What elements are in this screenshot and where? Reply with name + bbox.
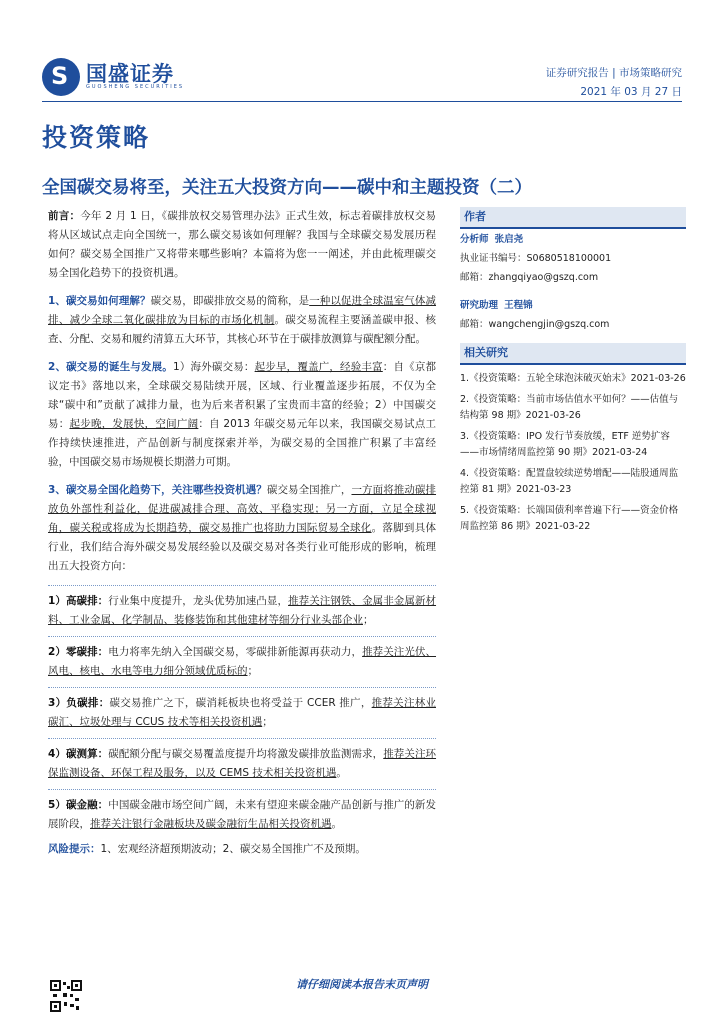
logo-icon: S	[42, 58, 80, 96]
related-item[interactable]: 1.《投资策略：五轮全球泡沫破灭始末》2021-03-26	[460, 373, 686, 384]
analyst-email[interactable]: zhangqiyao@gszq.com	[488, 272, 599, 283]
section-3: 3、碳交易全国化趋势下，关注哪些投资机遇？碳交易全国推广，一方面将推动碳排放负外部性利益化，促进碳减排合理、高效、平稳实现；另一方面，立足全球视角，碳关税或将成为长期趋势，碳交易推广也将助力国际贸易全球化。落脚到具体行业，我们结合海外碳交易发展经验以及碳交易对各类行业可能形成的影响，梳理出五大投资方向：	[48, 484, 437, 572]
analyst-row: 分析师 张启尧	[460, 234, 524, 245]
list-item: 3）负碳排：碳交易推广之下，碳消耗板块也将受益于 CCER 推广，推荐关注林业碳汇、垃圾处理与 CCUS 技术等相关投资机遇；	[48, 687, 436, 732]
intro-paragraph: 前言：今年 2 月 1 日，《碳排放权交易管理办法》正式生效，标志着碳排放权交易将从区域试点走向全国统一，那么碳交易该如何理解？我国与全球碳交易发展历程如何？碳交易全国推广又将带来哪些影响？本篇将为您一一阐述，并由此梳理碳交易全国化趋势下的投资机遇。	[48, 210, 436, 279]
cert-number: S0680518100001	[526, 253, 612, 264]
section-2: 2、碳交易的诞生与发展。1）海外碳交易：起步早，覆盖广，经验丰富：自《京都议定书》落地以来，全球碳交易陆续开展，区域、行业覆盖逐步拓展，不仅为全球“碳中和”贡献了减排力量，也为后来者积累了宝贵而丰富的经验；2）中国碳交易：起步晚，发展快，空间广阔：自 2013 年碳交易元年以来，我国碳交易试点工作持续快速推进，产品创新与制度探索并举，为碳交易的全国推广积累了丰富经验，中国碳交易市场规模长期潜力可期。	[48, 361, 437, 468]
related-item[interactable]: 4.《投资策略：配置盘较续逆势增配——陆股通周监控第 81 期》2021-03-23	[460, 468, 679, 495]
list-item: 2）零碳排：电力将率先纳入全国碳交易，零碳排新能源再获动力，推荐关注光伏、风电、核电、水电等电力细分领域优质标的；	[48, 636, 436, 681]
assistant-name: 王程锦	[504, 300, 533, 311]
section-3-title: 3、碳交易全国化趋势下，关注哪些投资机遇？	[48, 484, 267, 496]
section-2-title: 2、碳交易的诞生与发展。	[48, 361, 173, 373]
analyst-name: 张启尧	[494, 234, 524, 245]
sidebar	[460, 207, 686, 535]
header-divider	[42, 101, 682, 102]
logo-subtext: GUOSHENG SECURITIES	[86, 84, 185, 90]
report-date: 2021 年 03 月 27 日	[580, 86, 682, 98]
related-item[interactable]: 5.《投资策略：长端国债利率普遍下行——资金价格周监控第 86 期》2021-03-22	[460, 505, 679, 532]
list-item: 4）碳测算：碳配额分配与碳交易覆盖度提升均将激发碳排放监测需求，推荐关注环保监测设备、环保工程及服务，以及 CEMS 技术相关投资机遇。	[48, 738, 436, 783]
related-section-title: 相关研究	[460, 343, 686, 365]
footer-disclaimer: 请仔细阅读本报告末页声明	[296, 978, 428, 991]
report-type: 证券研究报告 | 市场策略研究	[545, 67, 682, 79]
list-item: 1）高碳排：行业集中度提升，龙头优势加速凸显，推荐关注钢铁、金属非金属新材料、工业金属、化学制品、装修装饰和其他建材等细分行业头部企业；	[48, 585, 436, 630]
author-section-title: 作者	[460, 207, 686, 229]
assistant-row: 研究助理 王程锦	[460, 300, 533, 311]
related-list	[460, 371, 686, 535]
cert-row: 执业证书编号：S0680518100001	[460, 253, 612, 264]
related-item[interactable]: 3.《投资策略：IPO 发行节奏放缓，ETF 逆势扩容——市场情绪周监控第 90 期》2021-03-24	[460, 431, 670, 458]
section-1-title: 1、碳交易如何理解？	[48, 295, 151, 307]
related-item[interactable]: 2.《投资策略：当前市场估值水平如何？——估值与结构第 98 期》2021-03-26	[460, 394, 679, 421]
company-logo	[42, 54, 192, 94]
report-title: 全国碳交易将至，关注五大投资方向——碳中和主题投资（二）	[42, 178, 532, 198]
main-content	[48, 207, 436, 868]
list-item: 5）碳金融：中国碳金融市场空间广阔，未来有望迎来碳金融产品创新与推广的新发展阶段，推荐关注银行金融板块及碳金融衍生品相关投资机遇。	[48, 789, 436, 834]
section-1: 1、碳交易如何理解？碳交易，即碳排放交易的简称，是一种以促进全球温室气体减排、减少全球二氧化碳排放为目标的市场化机制。碳交易流程主要涵盖碳申报、核查、分配、交易和履约清算五大环节，其核心环节在于碳排放测算与碳配额分配。	[48, 295, 437, 345]
assistant-email-row: 邮箱：wangchengjin@gszq.com	[460, 319, 610, 330]
report-category: 投资策略	[42, 123, 151, 152]
risk-warning: 风险提示：1、宏观经济超预期波动；2、碳交易全国推广不及预期。	[48, 843, 366, 855]
email-row: 邮箱：zhangqiyao@gszq.com	[460, 272, 599, 283]
assistant-email[interactable]: wangchengjin@gszq.com	[488, 319, 610, 330]
logo-text: 国盛证券	[86, 62, 174, 86]
